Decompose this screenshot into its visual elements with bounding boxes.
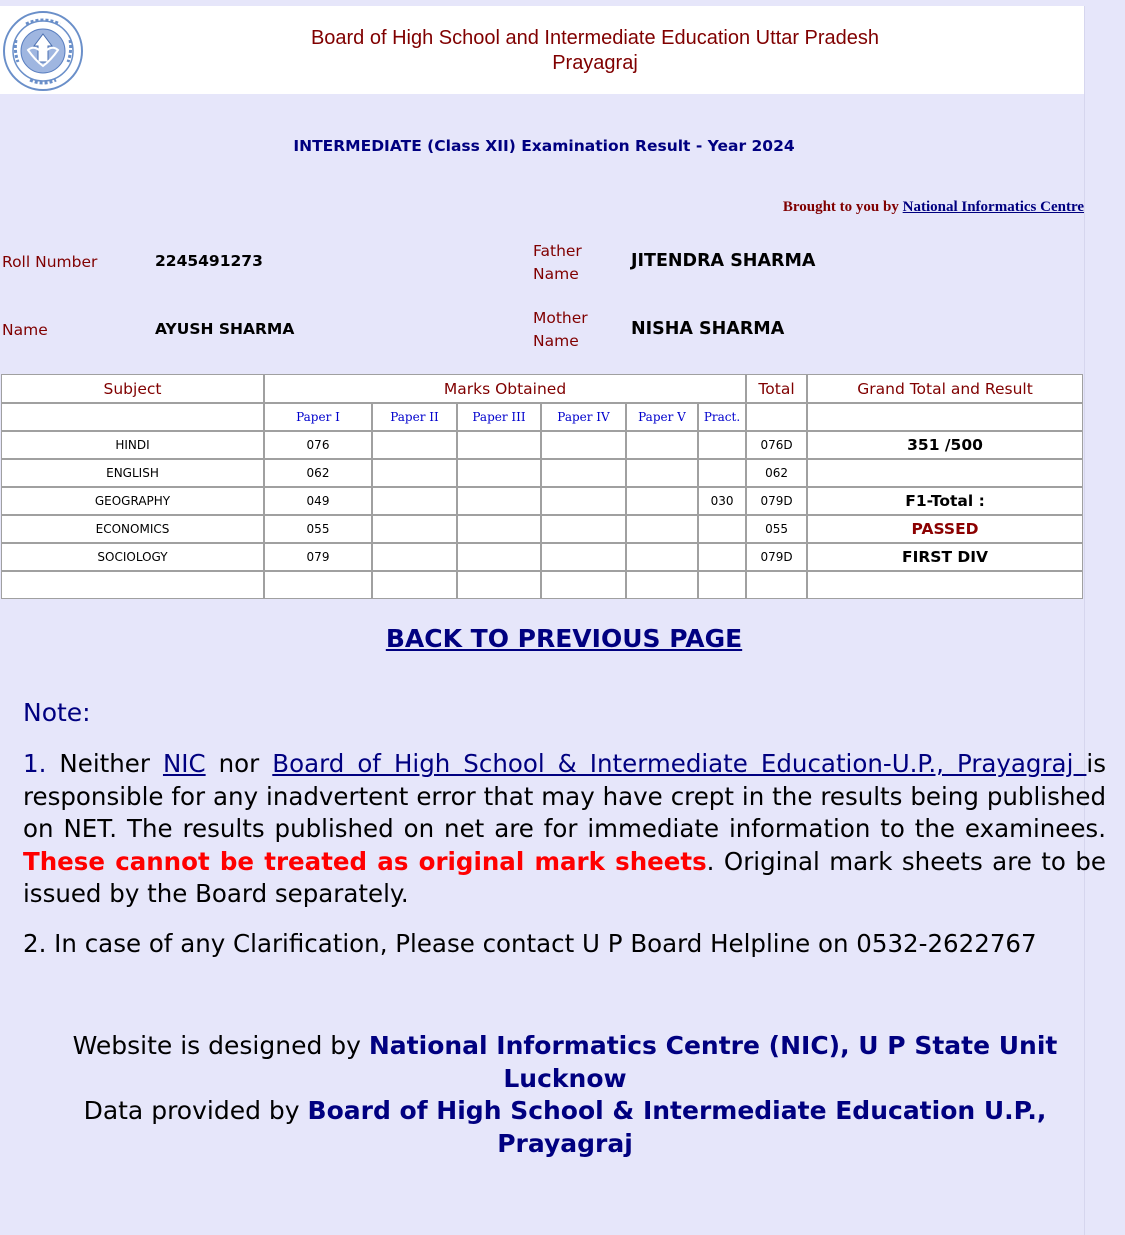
note-1-text-c: is responsible for any inadvertent error that may have crept in the results being published on NET. The results published on net are for immediate information to the examinees. xyxy=(23,749,1106,843)
division-value: FIRST DIV xyxy=(807,543,1083,571)
empty-cell xyxy=(1,571,264,599)
page-header xyxy=(0,6,1084,94)
paper-4-header: Paper IV xyxy=(541,403,626,431)
paper-4-cell xyxy=(541,431,626,459)
note-1-number: 1. xyxy=(23,749,47,778)
board-name-line1: Board of High School and Intermediate Education Uttar Pradesh xyxy=(310,27,880,49)
mother-name-label xyxy=(533,307,588,353)
table-header-row xyxy=(1,374,1083,403)
name-value: AYUSH SHARMA xyxy=(155,320,295,338)
note-item-2: 2. In case of any Clarification, Please contact U P Board Helpline on 0532-2622767 xyxy=(23,929,1037,958)
table-row xyxy=(1,515,1083,543)
practical-cell xyxy=(698,459,746,487)
credit-prefix: Brought to you by xyxy=(782,199,903,215)
total-cell: 079D xyxy=(746,487,807,515)
father-name-label xyxy=(533,240,582,286)
paper-2-cell xyxy=(372,431,457,459)
name-label: Name xyxy=(2,321,48,339)
paper-4-cell xyxy=(541,459,626,487)
mother-label-line1: Mother xyxy=(533,309,588,327)
credit-line xyxy=(783,199,1084,216)
paper-3-cell xyxy=(457,515,541,543)
empty-cell xyxy=(457,571,541,599)
paper-5-cell xyxy=(626,487,698,515)
note-1-text-d: . Original mark sheets are to be issued by the Board separately. xyxy=(23,846,1106,908)
paper-5-header: Paper V xyxy=(626,403,698,431)
blank-header-cell xyxy=(1,403,264,431)
designed-by-prefix: Website is designed by xyxy=(72,1031,369,1060)
paper-2-cell xyxy=(372,487,457,515)
paper-4-cell xyxy=(541,515,626,543)
up-government-seal-icon xyxy=(2,10,84,92)
paper-3-cell xyxy=(457,543,541,571)
practical-header: Pract. xyxy=(698,403,746,431)
designed-by-name: National Informatics Centre (NIC), U P State Unit Lucknow xyxy=(368,1031,1058,1093)
empty-cell xyxy=(264,571,372,599)
table-row-empty xyxy=(1,571,1083,599)
father-label-line2: Name xyxy=(533,265,579,283)
page-footer xyxy=(30,1030,1100,1160)
paper-1-cell: 055 xyxy=(264,515,372,543)
subject-cell: GEOGRAPHY xyxy=(1,487,264,515)
note-1-text-a: Neither xyxy=(46,749,163,778)
board-name xyxy=(200,26,990,76)
exam-title: INTERMEDIATE (Class XII) Examination Result - Year 2024 xyxy=(293,137,795,155)
table-row xyxy=(1,543,1083,571)
back-to-previous-page-link[interactable]: BACK TO PREVIOUS PAGE xyxy=(385,624,743,653)
practical-cell: 030 xyxy=(698,487,746,515)
data-provided-line xyxy=(30,1095,1100,1160)
father-name-value: JITENDRA SHARMA xyxy=(631,251,816,271)
empty-cell xyxy=(807,571,1083,599)
f1-total-label: F1-Total : xyxy=(807,487,1083,515)
paper-1-header: Paper I xyxy=(264,403,372,431)
subject-cell: SOCIOLOGY xyxy=(1,543,264,571)
grand-total-header: Grand Total and Result xyxy=(807,374,1083,403)
subject-cell: ECONOMICS xyxy=(1,515,264,543)
paper-5-cell xyxy=(626,459,698,487)
empty-cell xyxy=(746,571,807,599)
paper-1-cell: 079 xyxy=(264,543,372,571)
empty-cell xyxy=(698,571,746,599)
table-row xyxy=(1,487,1083,515)
mother-label-line2: Name xyxy=(533,332,579,350)
grand-total-cell xyxy=(807,459,1083,487)
total-cell: 062 xyxy=(746,459,807,487)
data-provided-prefix: Data provided by xyxy=(83,1096,308,1125)
empty-cell xyxy=(372,571,457,599)
result-status-badge: PASSED xyxy=(807,515,1083,543)
note-item-1 xyxy=(23,748,1106,911)
paper-2-cell xyxy=(372,543,457,571)
empty-cell xyxy=(541,571,626,599)
note-1-text-b: nor xyxy=(205,749,273,778)
board-name-line2: Prayagraj xyxy=(552,52,638,74)
paper-2-header: Paper II xyxy=(372,403,457,431)
nic-link[interactable]: National Informatics Centre xyxy=(902,199,1084,215)
empty-cell xyxy=(626,571,698,599)
designed-by-line xyxy=(30,1030,1100,1095)
practical-cell xyxy=(698,515,746,543)
practical-cell xyxy=(698,431,746,459)
total-header: Total xyxy=(746,374,807,403)
paper-4-cell xyxy=(541,543,626,571)
total-cell: 079D xyxy=(746,543,807,571)
roll-number-value: 2245491273 xyxy=(155,252,263,270)
data-provided-name: Board of High School & Intermediate Education U.P., Prayagraj xyxy=(307,1096,1047,1158)
nic-note-link[interactable]: NIC xyxy=(162,749,206,778)
paper-3-cell xyxy=(457,431,541,459)
blank-header-cell xyxy=(807,403,1083,431)
paper-1-cell: 049 xyxy=(264,487,372,515)
paper-5-cell xyxy=(626,543,698,571)
subject-cell: ENGLISH xyxy=(1,459,264,487)
paper-2-cell xyxy=(372,459,457,487)
table-row xyxy=(1,431,1083,459)
original-marksheet-warning: These cannot be treated as original mark sheets xyxy=(23,846,707,876)
board-note-link[interactable]: Board of High School & Intermediate Education-U.P., Prayagraj xyxy=(272,749,1087,778)
note-title: Note: xyxy=(23,698,91,727)
paper-5-cell xyxy=(626,431,698,459)
blank-header-cell xyxy=(746,403,807,431)
paper-1-cell: 062 xyxy=(264,459,372,487)
paper-3-cell xyxy=(457,459,541,487)
practical-cell xyxy=(698,543,746,571)
paper-5-cell xyxy=(626,515,698,543)
grand-total-value: 351 /500 xyxy=(807,431,1083,459)
total-cell: 055 xyxy=(746,515,807,543)
paper-4-cell xyxy=(541,487,626,515)
mother-name-value: NISHA SHARMA xyxy=(631,319,785,339)
paper-2-cell xyxy=(372,515,457,543)
table-row xyxy=(1,459,1083,487)
roll-number-label: Roll Number xyxy=(2,253,98,271)
paper-1-cell: 076 xyxy=(264,431,372,459)
total-cell: 076D xyxy=(746,431,807,459)
paper-3-cell xyxy=(457,487,541,515)
father-label-line1: Father xyxy=(533,242,582,260)
paper-3-header: Paper III xyxy=(457,403,541,431)
result-table xyxy=(1,374,1083,599)
paper-header-row xyxy=(1,403,1083,431)
subject-header: Subject xyxy=(1,374,264,403)
marks-obtained-header: Marks Obtained xyxy=(264,374,746,403)
subject-cell: HINDI xyxy=(1,431,264,459)
